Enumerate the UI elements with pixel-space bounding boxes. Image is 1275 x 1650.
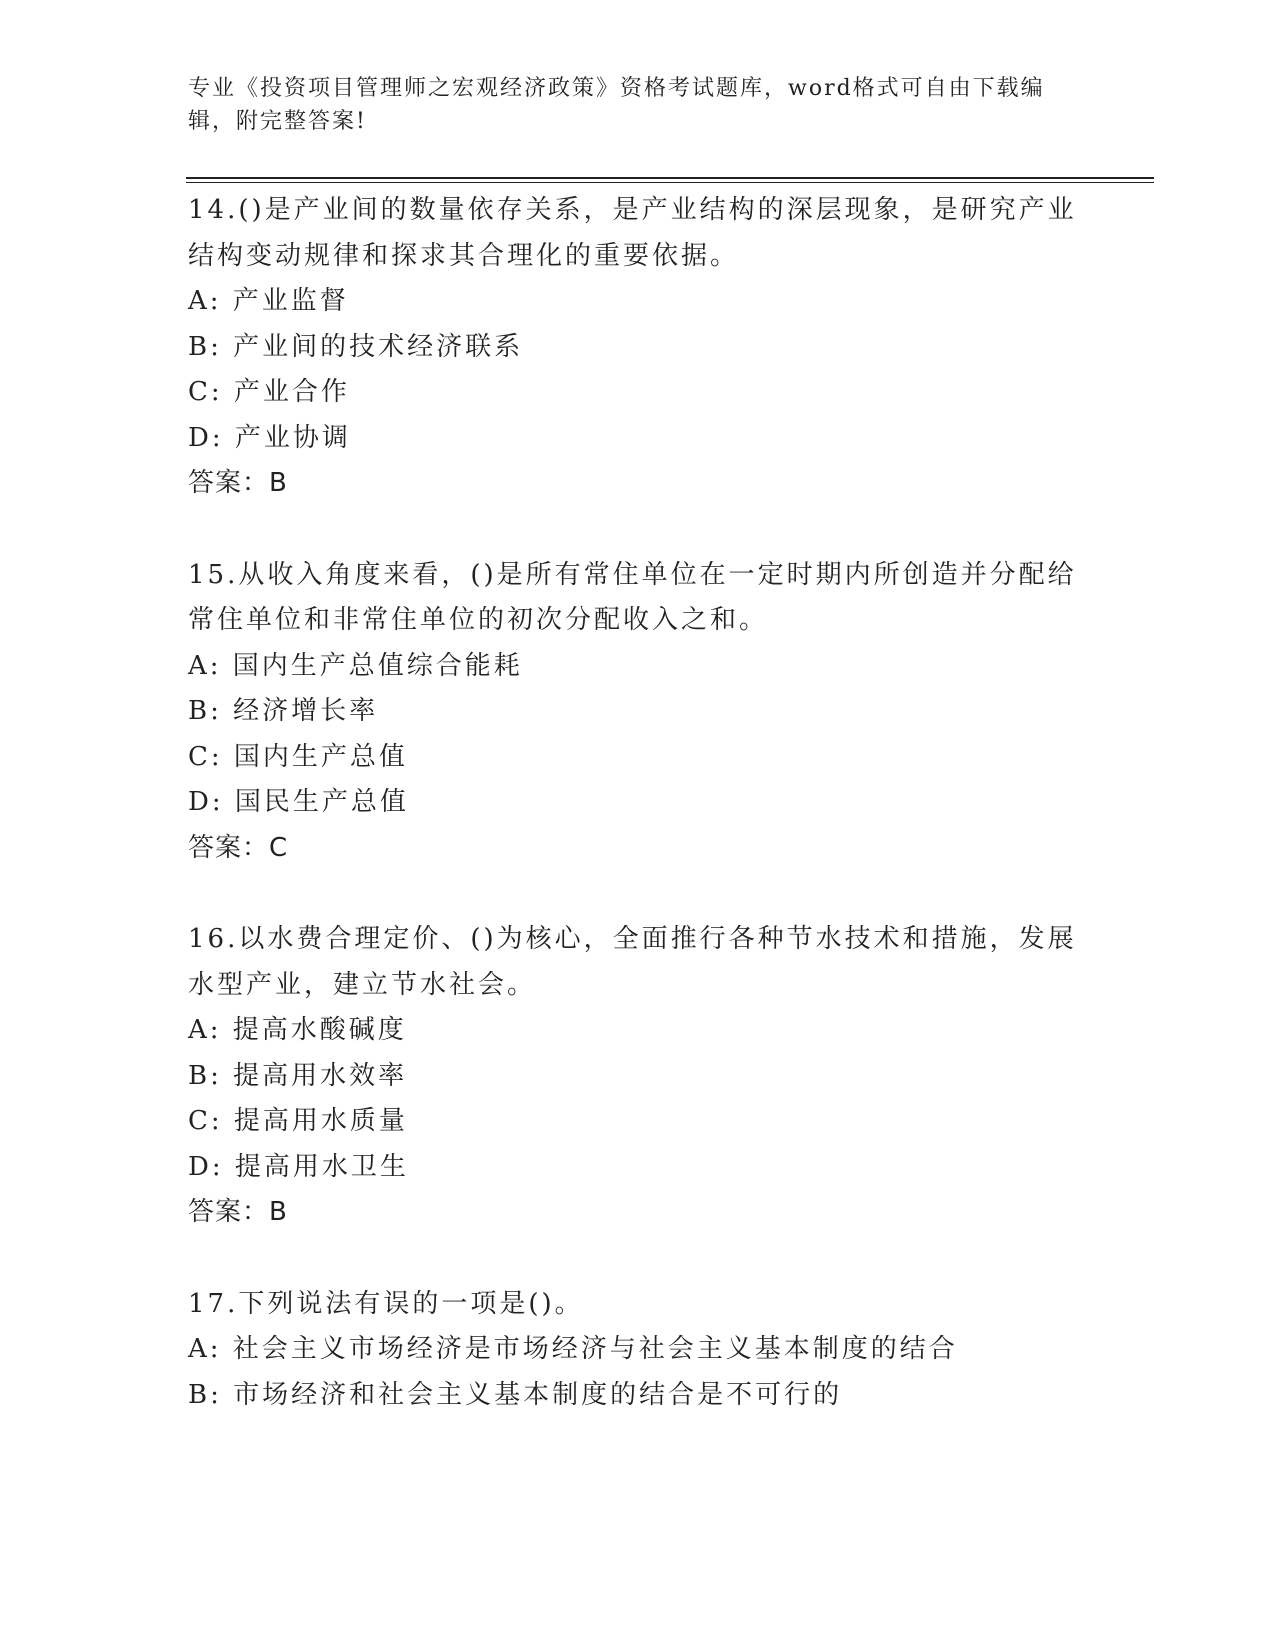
question-stem: 14.()是产业间的数量依存关系，是产业结构的深层现象，是研究产业结构变动规律和探求其合理化的重要依据。	[188, 195, 1077, 271]
answer-line: 答案：B	[188, 1197, 288, 1227]
option-d: D: 国民生产总值	[188, 787, 409, 817]
option-a: A: 国内生产总值综合能耗	[188, 650, 523, 681]
document-header: 专业《投资项目管理师之宏观经济政策》资格考试题库，word格式可自由下载编辑，附完整答案!	[188, 76, 1045, 134]
question-stem: 16.以水费合理定价、()为核心，全面推行各种节水技术和措施，发展水型产业，建立节水社会。	[188, 924, 1077, 1000]
option-b: B: 产业间的技术经济联系	[188, 331, 524, 362]
answer-line: 答案：B	[188, 468, 288, 498]
option-a: A: 提高水酸碱度	[188, 1015, 407, 1045]
question-15	[188, 553, 1088, 872]
question-stem: 15.从收入角度来看，()是所有常住单位在一定时期内所创造并分配给常住单位和非常住单位的初次分配收入之和。	[188, 559, 1077, 635]
option-d: D: 提高用水卫生	[188, 1151, 409, 1182]
option-c: C: 提高用水质量	[188, 1106, 408, 1136]
question-14	[188, 188, 1088, 507]
option-b: B: 市场经济和社会主义基本制度的结合是不可行的	[188, 1379, 843, 1410]
option-b: B: 提高用水效率	[188, 1060, 408, 1091]
option-d: D: 产业协调	[188, 422, 351, 453]
option-b: B: 经济增长率	[188, 696, 379, 726]
option-c: C: 国内生产总值	[188, 741, 408, 772]
question-list	[188, 188, 1088, 1418]
question-17	[188, 1282, 1088, 1419]
option-a: A: 产业监督	[188, 286, 349, 316]
option-c: C: 产业合作	[188, 377, 350, 407]
question-16	[188, 917, 1088, 1236]
header-divider-thick	[186, 177, 1154, 179]
answer-line: 答案：C	[188, 832, 289, 863]
header-divider-thin	[186, 182, 1154, 183]
option-a: A: 社会主义市场经济是市场经济与社会主义基本制度的结合	[188, 1334, 958, 1364]
question-stem: 17.下列说法有误的一项是()。	[188, 1288, 584, 1319]
